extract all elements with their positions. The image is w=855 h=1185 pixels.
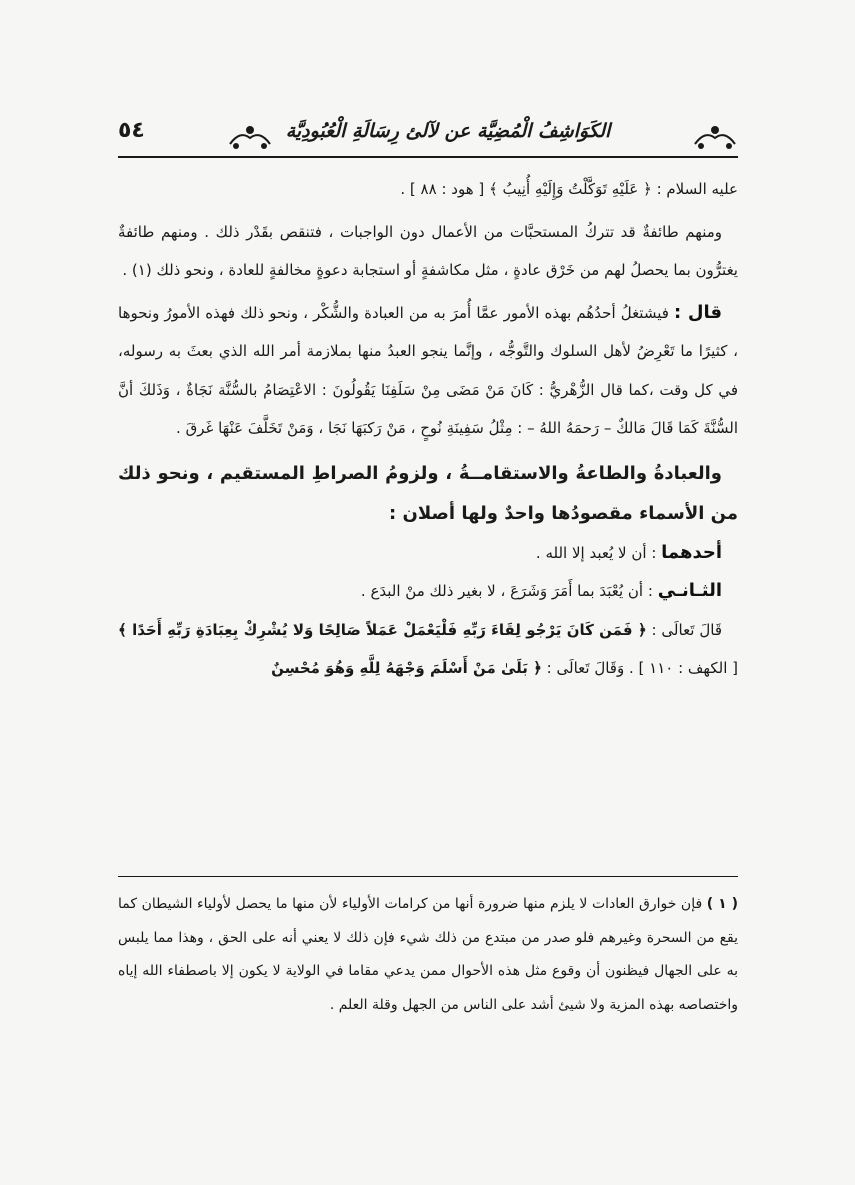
paragraph-text: قَالَ تَعالَى :	[646, 620, 722, 639]
footnote	[118, 888, 738, 1022]
paragraph	[118, 611, 738, 688]
paragraph-lead: قال :	[674, 301, 722, 323]
paragraph	[118, 294, 738, 448]
main-text	[118, 170, 738, 688]
running-title: الكَوَاشِفُ الْمُضِيَّة عن لآلئ رِسَالَةِ الْعُبُودِيَّة	[285, 120, 611, 142]
footnote-mark: ( ١ )	[706, 896, 738, 912]
header-rule	[118, 156, 738, 158]
footnote-rule	[118, 876, 738, 877]
paragraph	[118, 534, 738, 573]
footnote-text: فإن خوارق العادات لا يلزم منها ضرورة أنها من كرامات الأولياء لأن منها ما يحصل لأولياء الشيطان كما يقع من السحرة وغيرهم فلو صدر من مبتدع من ذلك شيء فإن ذلك لا يعني أنه على الحق ، وهذا مما يلبس به على الجهال فيظنون أن وقوع مثل هذه الأحوال ممن يدعي مقاما في الولاية لا يكون إلا باصطفاء الله إياه واختصاصه بهذه المزية ولا شيئ أشد على الناس من الجهل وقلة العلم .	[118, 896, 738, 1013]
quran-verse: ﴿ بَلَىٰ مَنْ أَسْلَمَ وَجْهَهُ لِلَّهِ وَهُوَ مُحْسِنٌ	[271, 659, 542, 677]
section-heading: والعبادةُ والطاعةُ والاستقامــةُ ، ولزومُ الصراطِ المستقيم ، ونحو ذلك من الأسماء مقصودُها واحدٌ ولها أصلان :	[118, 462, 738, 524]
paragraph: ومنهم طائفةٌ قد تتركُ المستحبَّات من الأعمال دون الواجبات ، فتنقص بقَدْر ذلك . ومنهم طائفةٌ يغترُّون بما يحصلُ لهم من خَرْق عادةٍ ، مثل مكاشفةٍ أو استجابة دعوةٍ مخالفةٍ للعادة ، ونحو ذلك (١) .	[118, 222, 738, 279]
ornament-icon	[693, 122, 737, 150]
page-header	[118, 112, 738, 158]
paragraph-text: : أن لا يُعبد إلا الله .	[535, 543, 662, 562]
page-number: ٥٤	[118, 118, 145, 143]
paragraph: عليه السلام : ﴿ عَلَيْهِ تَوَكَّلْتُ وَإِلَيْهِ أُنِيبُ ﴾ [ هود : ٨٨ ] .	[400, 180, 738, 198]
paragraph-lead: أحدهما	[661, 541, 722, 563]
paragraph	[118, 572, 738, 611]
paragraph-text: فيشتغلُ أحدُهُم بهذه الأمور عمَّا أُمرَ به من العبادة والشُّكْر ، ونحو ذلك فهذه الأمورُ ونحوها ، كثيرًا ما تَعْرِضُ لأهل السلوك والتَّوجُّه ، وإنَّما ينجو العبدُ منها بملازمة أمر الله الذي بعثَ به رسوله، في كل وقت ،كما قال الزُّهْريُّ : كَانَ مَنْ مَضَى مِنْ سَلَفِنَا يَقُولُونَ : الاعْتِصَامُ بالسُّنَّة نَجَاةٌ ، وَذَلكَ أنَّ السُّنَّةَ كَمَا قَالَ مَالكٌ – رَحمَهُ اللهُ – : مِثْلُ سَفِينَةِ نُوحٍ ، مَنْ رَكبَهَا نَجَا ، وَمَنْ تَخَلَّفَ عَنْهَا غَرقَ .	[118, 303, 738, 437]
paragraph-lead: الثـانـي	[657, 580, 722, 601]
ornament-icon	[228, 122, 272, 150]
quran-verse: ﴿ فَمَن كَانَ يَرْجُو لِقَاءَ رَبِّهِ فَلْيَعْمَلْ عَمَلاً صَالِحًا وَلا يُشْرِكْ بِعِبَادَةِ رَبِّهِ أَحَدًا ﴾	[118, 620, 647, 639]
paragraph-text: [ الكهف : ١١٠ ] . وَقَالَ تَعالَى :	[541, 659, 738, 677]
paragraph-text: : أن يُعْبَدَ بما أَمَرَ وَشَرَعَ ، لا بغير ذلك منْ البدَع .	[360, 582, 658, 600]
footnote-paragraph	[118, 888, 738, 1022]
